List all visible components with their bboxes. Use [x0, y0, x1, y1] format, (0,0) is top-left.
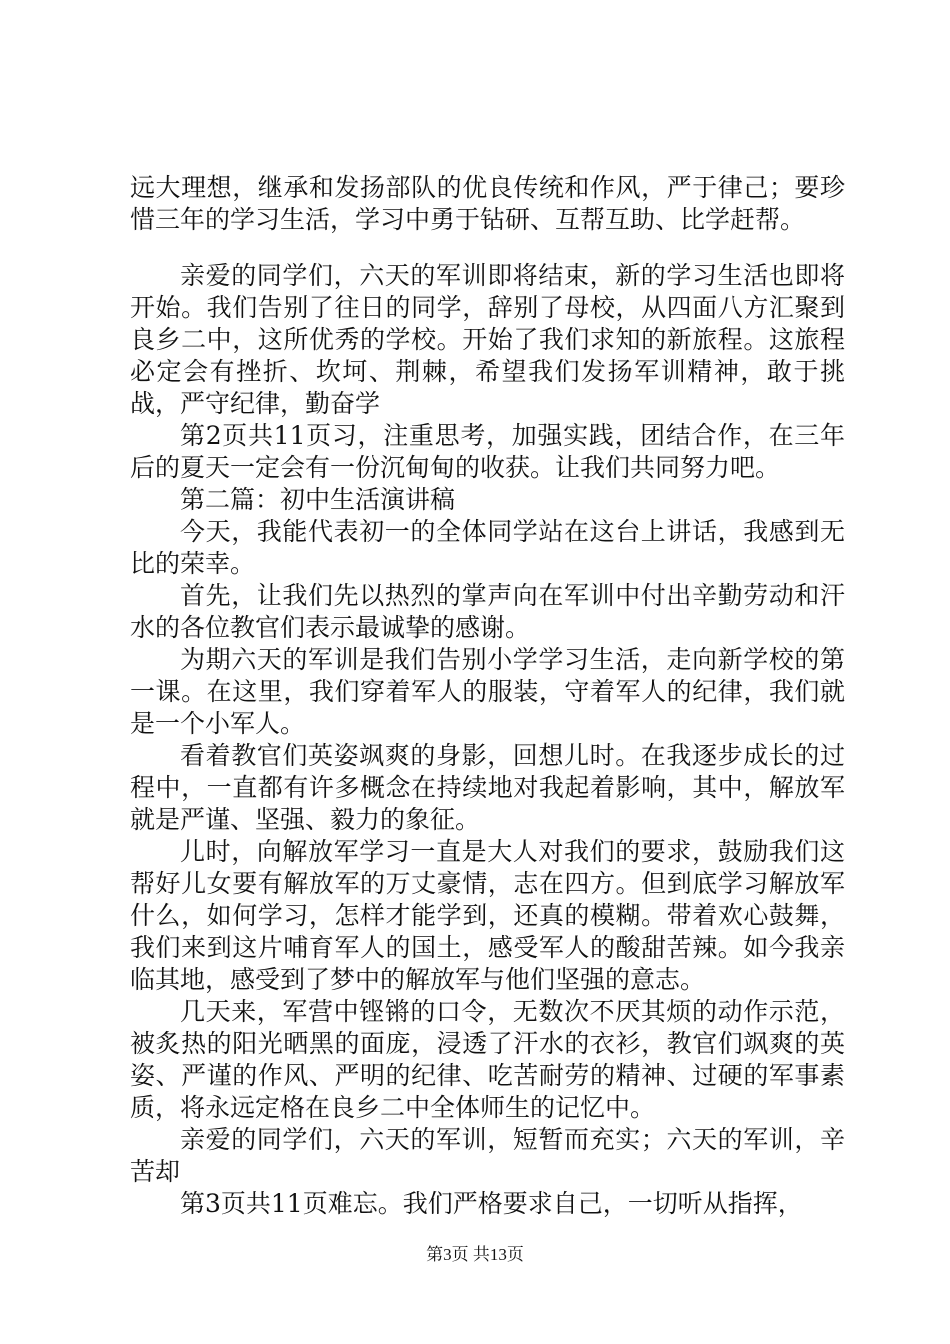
section-heading: 第二篇：初中生活演讲稿 — [180, 485, 456, 514]
paragraph-10: 亲爱的同学们，六天的军训，短暂而充实；六天的军训，辛苦却 — [130, 1125, 845, 1186]
document-body — [130, 172, 845, 1220]
paragraph-2: 亲爱的同学们，六天的军训即将结束，新的学习生活也即将开始。我们告别了往日的同学，辞别了母校，从四面八方汇聚到良乡二中，这所优秀的学校。开始了我们求知的新旅程。这旅程必定会有挫折、坎坷、荆棘，希望我们发扬军训精神，敢于挑战，严守纪律，勤奋学 — [130, 261, 845, 418]
paragraph-11: 第3页共11页难忘。我们严格要求自己，一切听从指挥， — [180, 1189, 803, 1218]
paragraph-9: 几天来，军营中铿锵的口令，无数次不厌其烦的动作示范，被炙热的阳光晒黑的面庞，浸透了汗水的衣衫，教官们飒爽的英姿、严谨的作风、严明的纪律、吃苦耐劳的精神、过硬的军事素质，将永远定格在良乡二中全体师生的记忆中。 — [130, 997, 845, 1122]
page-footer: 第3页 共13页 — [426, 1245, 524, 1264]
paragraph-1: 远大理想，继承和发扬部队的优良传统和作风，严于律己；要珍惜三年的学习生活，学习中勇于钻研、互帮互助、比学赶帮。 — [130, 173, 845, 234]
paragraph-4: 今天，我能代表初一的全体同学站在这台上讲话，我感到无比的荣幸。 — [130, 517, 845, 578]
paragraph-3: 第2页共11页习，注重思考，加强实践，团结合作，在三年后的夏天一定会有一份沉甸甸的收获。让我们共同努力吧。 — [130, 421, 845, 482]
paragraph-7: 看着教官们英姿飒爽的身影，回想儿时。在我逐步成长的过程中，一直都有许多概念在持续地对我起着影响，其中，解放军就是严谨、坚强、毅力的象征。 — [130, 741, 845, 834]
paragraph-8: 儿时，向解放军学习一直是大人对我们的要求，鼓励我们这帮好儿女要有解放军的万丈豪情，志在四方。但到底学习解放军什么，如何学习，怎样才能学到，还真的模糊。带着欢心鼓舞，我们来到这片哺育军人的国土，感受军人的酸甜苦辣。如今我亲临其地，感受到了梦中的解放军与他们坚强的意志。 — [130, 837, 845, 994]
paragraph-5: 首先，让我们先以热烈的掌声向在军训中付出辛勤劳动和汗水的各位教官们表示最诚挚的感谢。 — [130, 581, 845, 642]
paragraph-6: 为期六天的军训是我们告别小学学习生活，走向新学校的第一课。在这里，我们穿着军人的服装，守着军人的纪律，我们就是一个小军人。 — [130, 645, 845, 738]
